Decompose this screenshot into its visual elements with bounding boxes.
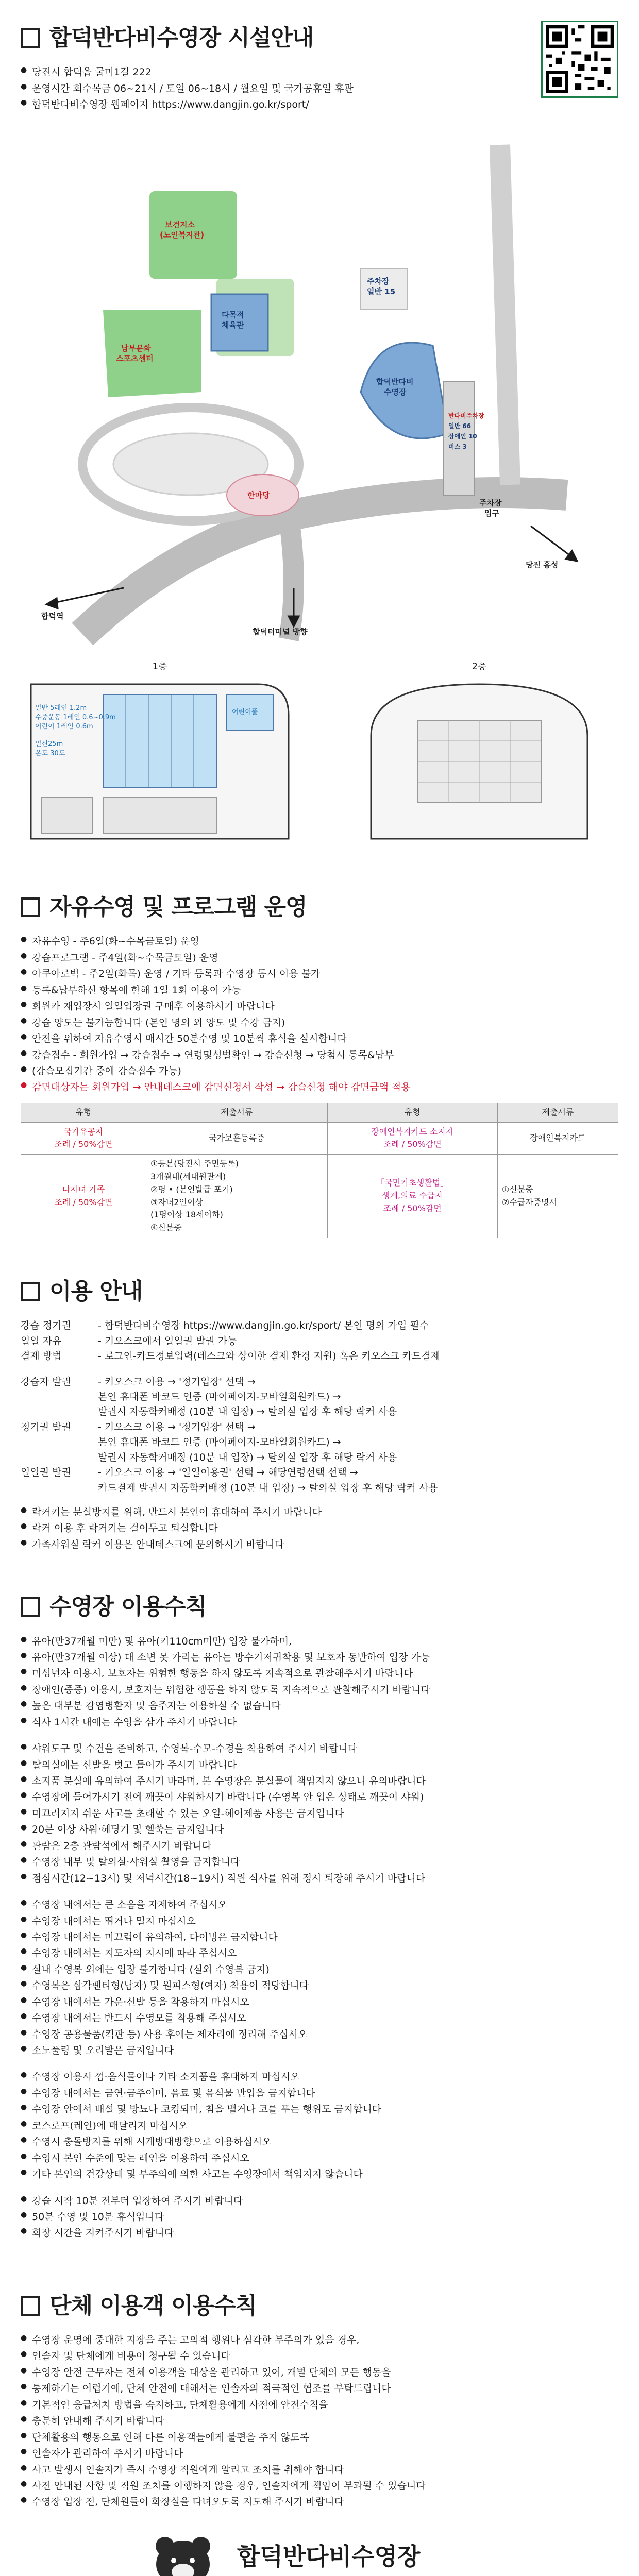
rule-item: ● 수영시 충돌방지를 위해 시계방대방향으로 이용하십시오 [21, 2134, 618, 2149]
rule-item: ● 유아(만37개월 미만) 및 유아(키110cm미만) 입장 불가하며, [21, 1634, 618, 1649]
map-label-terminal: 합덕터미널 방향 [253, 626, 308, 636]
program-item: ● 자유수영 - 주6일(화~수목금토일) 운영 [21, 934, 618, 949]
table-cell: ①등본(당진시 주민등록) 3개월내(세대원관계) ②명 • (본인발급 포기) ③자녀2인이상 (1명이상 18세이하) ④신분증 [146, 1155, 327, 1238]
section-checkbox-icon [21, 897, 40, 917]
section-checkbox-icon [21, 1282, 40, 1301]
table-cell: 국가유공자 조례 / 50%감면 [21, 1122, 146, 1155]
rule-item: ● 수영장 내부 및 탈의실·샤워실 촬영을 금지합니다 [21, 1855, 618, 1870]
group-rule: ● 수영장 운영에 중대한 지장을 주는 고의적 행위나 심각한 부주의가 있을 경우, [21, 2333, 618, 2348]
program-item: ● 아쿠아로빅 - 주2일(화목) 운영 / 기타 등록과 수영장 동시 이용 불가 [21, 967, 618, 981]
rules-group-5 [21, 2194, 618, 2241]
usage-row [21, 1465, 618, 1480]
usage-key [21, 1404, 98, 1419]
usage-value: - 키오스크 이용 → '정기입장' 선택 → [98, 1376, 256, 1387]
rule-item: ● 50분 수영 및 10분 휴식입니다 [21, 2210, 618, 2225]
floor-1f-label: 1층 [152, 660, 167, 672]
rule-item: ● 코스로프(레인)에 매달리지 마십시오 [21, 2119, 618, 2133]
table-header: 제출서류 [497, 1103, 618, 1122]
rule-item: ● 미끄러지지 쉬운 사고를 초래할 수 있는 오일-헤어제품 사용은 금지입니다 [21, 1806, 618, 1821]
usage-value: 본인 휴대폰 바코드 인증 (마이페이지-모바일회원카드) → [98, 1436, 341, 1448]
section-title-programs: 자유수영 및 프로그램 운영 [49, 894, 307, 921]
website-link[interactable]: ● 합덕반다비수영장 웹페이지 https://www.dangjin.go.kr/sport/ [21, 97, 354, 112]
rule-item: ● 수영시 본인 수준에 맞는 레인을 이용하여 주십시오 [21, 2151, 618, 2166]
table-cell: 장애인복지카드 [497, 1122, 618, 1155]
map-label-entry: 주차장 [479, 498, 502, 507]
group-rule: ● 기본적인 응급처치 방법을 숙지하고, 단체활용에게 사전에 안전수칙을 [21, 2398, 618, 2413]
rule-item: ● 수영장 안에서 배설 및 방뇨나 코킹되며, 침을 뱉거나 코를 푸는 행위도 금지합니다 [21, 2102, 618, 2117]
rule-item: ● 탈의실에는 신발을 벗고 들어가 주시기 바랍니다 [21, 1758, 618, 1773]
rule-item: ● 수영장 내에서는 미끄럼에 유의하여, 다이빙은 금지합니다 [21, 1930, 618, 1945]
map-label-pavilion: 한마당 [247, 490, 270, 500]
usage-row [21, 1420, 618, 1435]
table-row [21, 1155, 618, 1238]
usage-value: - 키오스크 이용 → '일일이용권' 선택 → 해당연령선택 선택 → [98, 1467, 358, 1479]
usage-key [21, 1389, 98, 1404]
hours-text: ● 운영시간 회수목금 06~21시 / 토일 06~18시 / 월요일 및 국가공휴일 휴관 [21, 81, 354, 96]
pool-info-1: 일반 5레인 1.2m [35, 704, 87, 712]
map-label-pool-2: 수영장 [384, 387, 407, 397]
group-rule: ● 사전 안내된 사항 및 직원 조치를 이행하지 않을 경우, 인솔자에게 책임이 부과될 수 있습니다 [21, 2479, 618, 2494]
program-item: ● (강습모집기간 중에 강습접수 가능) [21, 1064, 618, 1079]
rule-item: ● 미성년자 이용시, 보호자는 위험한 행동을 하지 않도록 지속적으로 관찰해주시기 바랍니다 [21, 1666, 618, 1681]
usage-value: 발권시 자동학커배정 (10분 내 입장) → 탈의실 입장 후 해당 락커 사용 [98, 1451, 397, 1463]
rule-item: ● 장애인(중증) 이용시, 보호자는 위험한 행동을 하지 않도록 지속적으로 관찰해주시기 바랍니다 [21, 1683, 618, 1698]
usage-row [21, 1481, 618, 1496]
table-cell: 다자녀 가족 조례 / 50%감면 [21, 1155, 146, 1238]
usage-value: 본인 휴대폰 바코드 인증 (마이페이지-모바일회원카드) → [98, 1391, 341, 1402]
qr-code-icon[interactable] [541, 21, 618, 98]
map-label-entry-2: 입구 [484, 508, 499, 518]
rules-group-4 [21, 2070, 618, 2182]
map-label-culture: 남부문화 [121, 343, 151, 353]
program-item: ● 등록&납부하신 항목에 한해 1일 1회 이용이 가능 [21, 983, 618, 998]
map-label-dangjin: 당진 홍성 [526, 560, 559, 569]
facility-info-list [21, 65, 354, 112]
usage-row [21, 1389, 618, 1404]
map-label-senior-center: (노인복지관) [160, 230, 205, 240]
discount-table [21, 1103, 618, 1238]
group-rule: ● 수영장 안전 근무자는 전체 이용객을 대상을 관리하고 있어, 개별 단체의 모든 행동을 [21, 2365, 618, 2380]
map-label-gym: 다목적 [222, 310, 244, 319]
usage-key [21, 1364, 98, 1375]
usage-key [21, 1450, 98, 1465]
pool-info-4: 일신25m [35, 740, 63, 748]
facility-header [21, 21, 618, 114]
table-header: 제출서류 [146, 1103, 327, 1122]
usage-note: ● 가족사워실 락커 이용은 안내데스크에 문의하시기 바랍니다 [21, 1537, 618, 1552]
rules-group-3 [21, 1897, 618, 2058]
section-checkbox-icon [21, 2296, 40, 2316]
program-item: ● 감면대상자는 회원가입 → 안내데스크에 감면신청서 작성 → 강습신청 해야 감면금액 적용 [21, 1080, 618, 1095]
usage-key: 강습 정기권 [21, 1320, 71, 1332]
rule-item: ● 수영장 내에서는 뛰거나 밀지 마십시오 [21, 1914, 618, 1929]
site-map [21, 124, 618, 649]
map-label-parking2-a: 일반 66 [448, 422, 472, 430]
rule-item: ● 기타 본인의 건강상태 및 부주의에 의한 사고는 수영장에서 책임지지 않습니다 [21, 2167, 618, 2182]
footer-facility-name: 합덕반다비수영장 [237, 2542, 421, 2570]
usage-row [21, 1450, 618, 1465]
map-label-parking2-c: 버스 3 [448, 443, 467, 450]
pool-info-2: 수중운동 1레인 0.6~0.9m [35, 713, 116, 721]
usage-value: - 키오스크 이용 → '정기입장' 선택 → [98, 1421, 256, 1433]
section-title-usage: 이용 안내 [49, 1278, 143, 1304]
rule-item: ● 관람은 2층 관람석에서 해주시기 바랍니다 [21, 1839, 618, 1854]
section-title-rules: 수영장 이용수칙 [49, 1594, 207, 1620]
group-rule: ● 수영장 입장 전, 단체원들이 화장실을 다녀오도록 지도해 주시기 바랍니다 [21, 2495, 618, 2510]
program-item: ● 안전을 위하여 자유수영시 매시간 50분수영 및 10분씩 휴식을 실시합니다 [21, 1031, 618, 1046]
rule-item: ● 회장 시간을 지켜주시기 바랍니다 [21, 2226, 618, 2241]
usage-key: 결제 방법 [21, 1350, 62, 1362]
usage-value: 카드결제 발권시 자동학커배정 (10분 내 입장) → 탈의실 입장 후 해당 락커 사용 [98, 1482, 438, 1494]
footer [144, 2531, 618, 2576]
bear-mascot-icon [144, 2531, 222, 2576]
rule-item: ● 식사 1시간 내에는 수영을 삼가 주시기 바랍니다 [21, 1715, 618, 1730]
group-rule: ● 단체활용의 행동으로 인해 다른 이용객들에게 불편을 주지 않도록 [21, 2430, 618, 2445]
rule-item: ● 높은 대부분 감염병환자 및 음주자는 이용하실 수 없습니다 [21, 1699, 618, 1714]
table-header: 유형 [21, 1103, 146, 1122]
rule-item: ● 수영장 내에서는 지도자의 지시에 따라 주십시오 [21, 1946, 618, 1961]
section-title-facility: 합덕반다비수영장 시설안내 [49, 25, 314, 51]
usage-row [21, 1349, 618, 1364]
map-label-pool: 합덕반다비 [376, 377, 414, 386]
table-cell: 국가보훈등록증 [146, 1122, 327, 1155]
group-rule: ● 통제하기는 어렵기에, 단체 안전에 대해서는 인솔자의 적극적인 협조를 부탁드립니다 [21, 2381, 618, 2396]
floor-2f-label: 2층 [472, 660, 487, 672]
rule-item: ● 수영장 공용물품(킥판 등) 사용 후에는 제자리에 정리해 주십시오 [21, 2027, 618, 2042]
rule-item: ● 수영장 내에서는 가운·신발 등을 착용하지 마십시오 [21, 1995, 618, 2010]
rule-item: ● 수영장에 들어가시기 전에 깨끗이 샤워하시기 바랍니다 (수영복 안 입은 상태로 깨끗이 샤워) [21, 1790, 618, 1805]
kids-pool-label: 어린이풀 [232, 708, 258, 716]
usage-row [21, 1404, 618, 1419]
rule-item: ● 수영장 내에서는 금연·금주이며, 음료 및 음식물 반입을 금지합니다 [21, 2086, 618, 2101]
usage-row [21, 1435, 618, 1450]
usage-value: - 키오스크에서 일일권 발권 가능 [98, 1335, 237, 1347]
usage-row [21, 1318, 618, 1333]
rule-item: ● 강습 시작 10분 전부터 입장하여 주시기 바랍니다 [21, 2194, 618, 2209]
rule-item: ● 소노풀링 및 오리발은 금지입니다 [21, 2043, 618, 2058]
section-checkbox-icon [21, 1597, 40, 1617]
usage-key: 정기권 발권 [21, 1421, 71, 1433]
usage-rows [21, 1318, 618, 1496]
usage-row [21, 1334, 618, 1349]
map-label-parking1: 주차장 [367, 276, 390, 286]
usage-note: ● 락커키는 분실방지를 위해, 반드시 본인이 휴대하여 주시기 바랍니다 [21, 1505, 618, 1520]
rules-group-1 [21, 1634, 618, 1731]
usage-value: 발권시 자동학커배정 (10분 내 입장) → 탈의실 입장 후 해당 락커 사용 [98, 1406, 397, 1418]
table-cell: 「국민기초생활법」 생계,의료 수급자 조례 / 50%감면 [327, 1155, 497, 1238]
usage-key [21, 1481, 98, 1496]
table-header: 유형 [327, 1103, 497, 1122]
group-rules-list [21, 2333, 618, 2510]
floor-plans [21, 659, 618, 854]
floor-plan-2f [340, 659, 618, 854]
section-checkbox-icon [21, 28, 40, 48]
map-label-gym-2: 체육관 [222, 320, 244, 330]
usage-row [21, 1364, 618, 1375]
section-title-groups: 단체 이용객 이용수칙 [49, 2292, 257, 2319]
map-label-sports: 스포츠센터 [116, 353, 154, 363]
table-row [21, 1122, 618, 1155]
map-label-health-center: 보건지소 [165, 219, 195, 229]
pool-info-3: 어린이 1레인 0.6m [35, 722, 93, 731]
usage-notes [21, 1505, 618, 1552]
table-cell: 장애인복지카드 소지자 조례 / 50%감면 [327, 1122, 497, 1155]
map-label-parking2-b: 장애인 10 [448, 432, 477, 440]
rule-item: ● 수영복은 삼각팬티형(남자) 및 원피스형(여자) 착용이 적당합니다 [21, 1978, 618, 1993]
map-label-station: 합덕역 [41, 611, 64, 621]
floor-plan-1f [21, 659, 299, 854]
group-rule: ● 사고 발생시 인솔자가 즉시 수영장 직원에게 알리고 조치를 취해야 합니다 [21, 2463, 618, 2478]
program-item: ● 강습 양도는 불가능합니다 (본인 명의 외 양도 및 수강 금지) [21, 1015, 618, 1030]
pool-info-5: 온도 30도 [35, 749, 65, 757]
rule-item: ● 수영장 이용시 껌·음식물이나 기타 소지품을 휴대하지 마십시오 [21, 2070, 618, 2084]
rule-item: ● 유아(만37개월 이상) 대 소변 못 가리는 유아는 방수기저귀착용 및 보호자 동반하여 입장 가능 [21, 1650, 618, 1665]
usage-row [21, 1375, 618, 1389]
address-text: ● 당진시 합덕읍 굴미1길 222 [21, 65, 354, 80]
usage-key [21, 1435, 98, 1450]
program-item: ● 회원카 재입장시 일일입장권 구매후 이용하시기 바랍니다 [21, 999, 618, 1014]
rule-item: ● 샤워도구 및 수건을 준비하고, 수영복-수모-수경을 착용하여 주시기 바랍니다 [21, 1741, 618, 1756]
table-cell: ①신분증 ②수급자증명서 [497, 1155, 618, 1238]
program-item: ● 강습프로그램 - 주4일(화~수목금토일) 운영 [21, 951, 618, 965]
rule-item: ● 소지품 분실에 유의하여 주시기 바라며, 본 수영장은 분실물에 책임지지 않으니 유의바랍니다 [21, 1774, 618, 1789]
map-label-parking1-count: 일반 15 [367, 286, 396, 296]
group-rule: ● 인솔자 및 단체에게 비용이 청구될 수 있습니다 [21, 2349, 618, 2364]
group-rule: ● 인솔자가 관리하여 주시기 바랍니다 [21, 2446, 618, 2461]
map-label-parking2: 반다비주차장 [448, 412, 484, 419]
usage-key: 일일 자유 [21, 1335, 62, 1347]
rule-item: ● 점심시간(12~13시) 및 저녁시간(18~19시) 직원 식사를 위해 정시 퇴장해 주시기 바랍니다 [21, 1871, 618, 1886]
rules-group-2 [21, 1741, 618, 1886]
usage-key: 강습자 발권 [21, 1376, 71, 1387]
usage-value: - 합덕반다비수영장 https://www.dangjin.go.kr/sport/ 본인 명의 가입 필수 [98, 1320, 429, 1332]
rule-item: ● 수영장 내에서는 큰 소음을 자제하여 주십시오 [21, 1897, 618, 1912]
usage-note: ● 락커 이용 후 락커키는 걸어두고 퇴실합니다 [21, 1521, 618, 1536]
rule-item: ● 20분 이상 사워·헤딩기 및 헬쑥는 금지입니다 [21, 1822, 618, 1837]
program-list [21, 934, 618, 1095]
rule-item: ● 수영장 내에서는 반드시 수영모를 착용해 주십시오 [21, 2011, 618, 2026]
program-item: ● 강습접수 - 회원가입 → 강습접수 → 연령및성별확인 → 강습신청 → 당첨시 등록&납부 [21, 1048, 618, 1063]
rule-item: ● 실내 수영복 외에는 입장 불가합니다 (실외 수영복 금지) [21, 1962, 618, 1977]
usage-value: - 로그인-카드정보입력(데스크와 상이한 결제 환경 지원) 혹은 키오스크 카드결제 [98, 1350, 441, 1362]
group-rule: ● 충분히 안내해 주시기 바랍니다 [21, 2414, 618, 2429]
usage-key: 일일권 발권 [21, 1467, 71, 1479]
